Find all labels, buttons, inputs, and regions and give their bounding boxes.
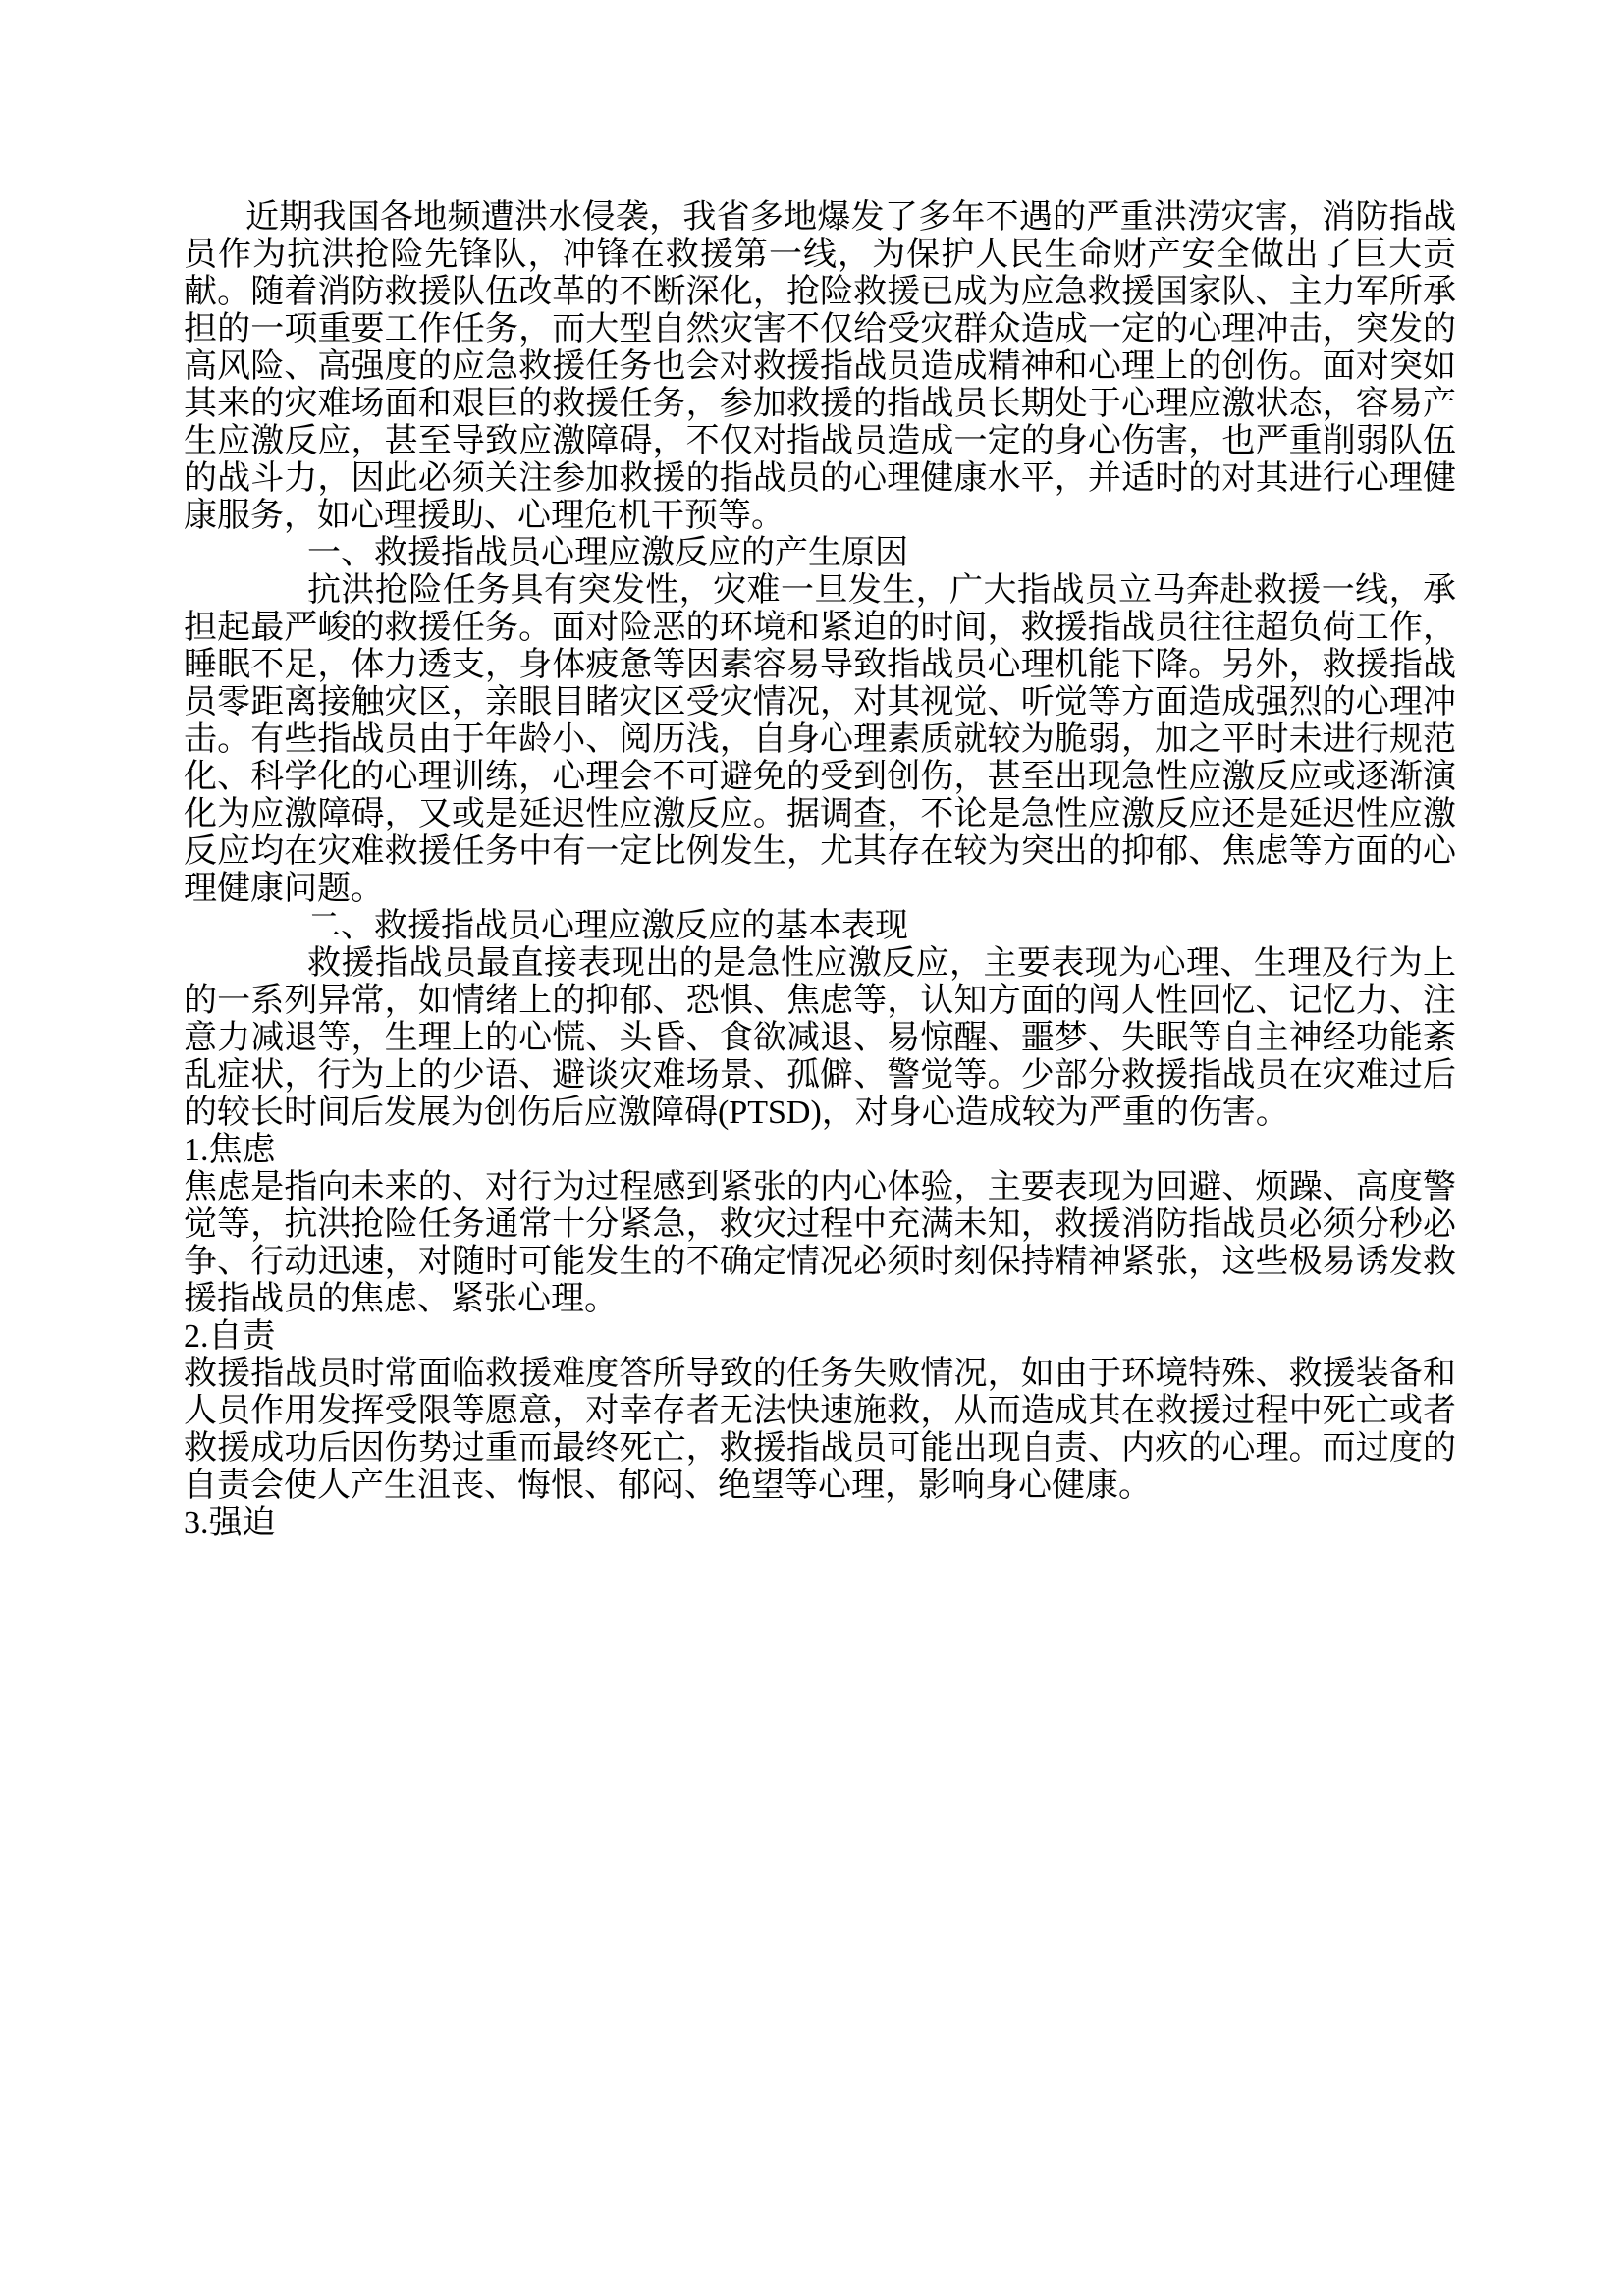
section-2-paragraph: 救援指战员最直接表现出的是急性应激反应，主要表现为心理、生理及行为上的一系列异常，如情绪上的抑郁、恐惧、焦虑等，认知方面的闯人性回忆、记忆力、注意力减退等，生理上的心慌、头昏、食欲减退、易惊醒、噩梦、失眠等自主神经功能紊乱症状，行为上的少语、避谈灾难场景、孤僻、警觉等。少部分救援指战员在灾难过后的较长时间后发展为创伤后应激障碍(PTSD)，对身心造成较为严重的伤害。 xyxy=(184,945,1456,1131)
subsection-1-anxiety-heading: 1.焦虑 xyxy=(184,1132,276,1168)
subsection-2-self-blame-heading: 2.自责 xyxy=(184,1318,276,1355)
subsection-3-compulsion-heading: 3.强迫 xyxy=(184,1505,276,1541)
intro-paragraph: 近期我国各地频遭洪水侵袭，我省多地爆发了多年不遇的严重洪涝灾害，消防指战员作为抗洪抢险先锋队，冲锋在救援第一线，为保护人民生命财产安全做出了巨大贡献。随着消防救援队伍改革的不断深化，抢险救援已成为应急救援国家队、主力军所承担的一项重要工作任务，而大型自然灾害不仅给受灾群众造成一定的心理冲击，突发的高风险、高强度的应急救援任务也会对救援指战员造成精神和心理上的创伤。面对突如其来的灾难场面和艰巨的救援任务，参加救援的指战员长期处于心理应激状态，容易产生应激反应，甚至导致应激障碍，不仅对指战员造成一定的身心伤害，也严重削弱队伍的战斗力，因此必须关注参加救援的指战员的心理健康水平，并适时的对其进行心理健康服务，如心理援助、心理危机干预等。 xyxy=(184,199,1456,534)
document-body xyxy=(184,199,1456,1542)
subsection-2-self-blame-paragraph: 救援指战员时常面临救援难度答所导致的任务失败情况，如由于环境特殊、救援装备和人员作用发挥受限等愿意，对幸存者无法快速施救，从而造成其在救援过程中死亡或者救援成功后因伤势过重而最终死亡，救援指战员可能出现自责、内疚的心理。而过度的自责会使人产生沮丧、悔恨、郁闷、绝望等心理，影响身心健康。 xyxy=(184,1356,1456,1504)
section-1-paragraph: 抗洪抢险任务具有突发性，灾难一旦发生，广大指战员立马奔赴救援一线，承担起最严峻的救援任务。面对险恶的环境和紧迫的时间，救援指战员往往超负荷工作，睡眠不足，体力透支，身体疲惫等因素容易导致指战员心理机能下降。另外，救援指战员零距离接触灾区，亲眼目睹灾区受灾情况，对其视觉、听觉等方面造成强烈的心理冲击。有些指战员由于年龄小、阅历浅，自身心理素质就较为脆弱，加之平时未进行规范化、科学化的心理训练，心理会不可避免的受到创伤，甚至出现急性应激反应或逐渐演化为应激障碍，又或是延迟性应激反应。据调查，不论是急性应激反应还是延迟性应激反应均在灾难救援任务中有一定比例发生，尤其存在较为突出的抑郁、焦虑等方面的心理健康问题。 xyxy=(184,572,1456,907)
section-1-heading: 一、救援指战员心理应激反应的产生原因 xyxy=(307,535,908,571)
section-2-heading: 二、救援指战员心理应激反应的基本表现 xyxy=(307,908,908,944)
subsection-1-anxiety-paragraph: 焦虑是指向未来的、对行为过程感到紧张的内心体验，主要表现为回避、烦躁、高度警觉等，抗洪抢险任务通常十分紧急，救灾过程中充满未知，救援消防指战员必须分秒必争、行动迅速，对随时可能发生的不确定情况必须时刻保持精神紧张，这些极易诱发救援指战员的焦虑、紧张心理。 xyxy=(184,1169,1456,1317)
